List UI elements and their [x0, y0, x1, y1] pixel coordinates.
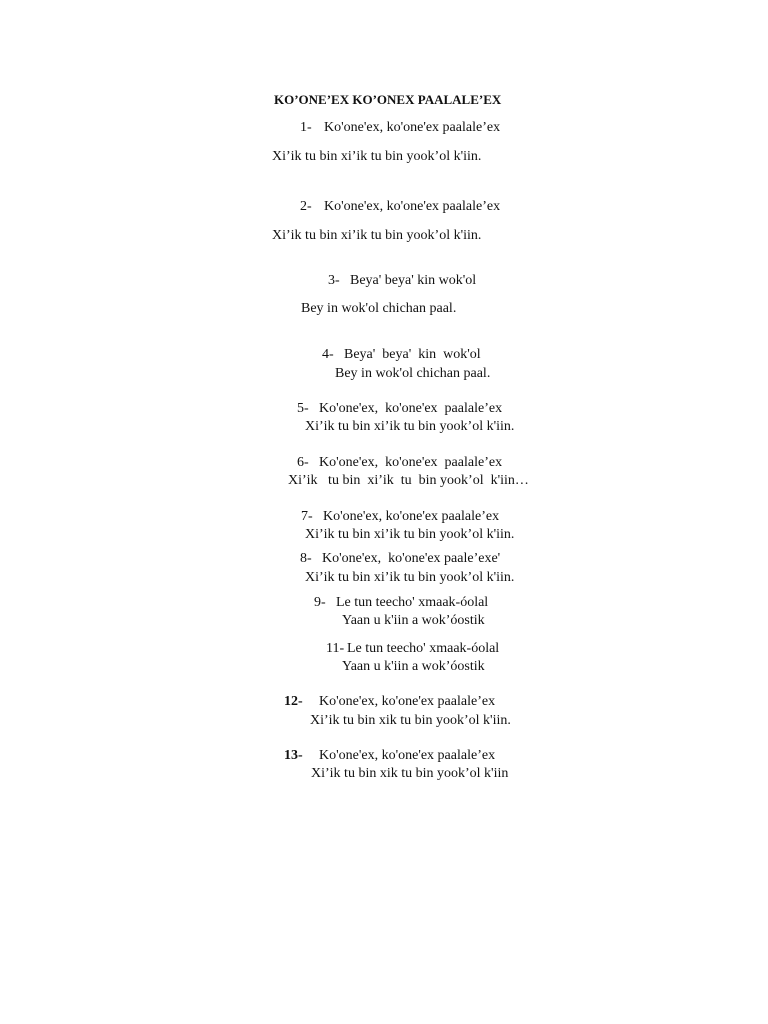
verse-text: Ko'one'ex, ko'one'ex paalale’ex [319, 694, 496, 709]
verse-2-line-2: Xi’ik tu bin xi’ik tu bin yook’ol k'iin. [272, 228, 482, 243]
verse-3-line-2: Bey in wok'ol chichan paal. [301, 301, 457, 316]
verse-text: Beya' beya' kin wok'ol [350, 273, 477, 288]
verse-number: 12- [284, 694, 303, 709]
verse-number: 4- [322, 347, 334, 362]
verse-text: Ko'one'ex, ko'one'ex paalale’ex [324, 199, 501, 214]
verse-1-line-1 [300, 120, 500, 136]
verse-number: 3- [328, 273, 340, 288]
verse-number: 8- [300, 551, 312, 566]
verse-11-line-1 [326, 641, 499, 657]
verse-8-line-1 [300, 551, 500, 567]
verse-number: 2- [300, 199, 312, 214]
verse-number: 13- [284, 748, 303, 763]
verse-number: 1- [300, 120, 312, 135]
verse-2-line-1 [300, 199, 500, 215]
verse-8-line-2: Xi’ik tu bin xi’ik tu bin yook’ol k'iin. [305, 570, 515, 585]
verse-13-line-2: Xi’ik tu bin xik tu bin yook’ol k'iin [311, 766, 509, 781]
verse-number: 9- [314, 595, 326, 610]
verse-text: Ko'one'ex, ko'one'ex paalale’ex [319, 455, 503, 470]
verse-text: Ko'one'ex, ko'one'ex paalale’ex [319, 748, 496, 763]
verse-number: 7- [301, 509, 313, 524]
verse-text: Ko'one'ex, ko'one'ex paale’exe' [322, 551, 501, 566]
verse-text: Ko'one'ex, ko'one'ex paalale’ex [323, 509, 500, 524]
song-title: KO’ONE’EX KO’ONEX PAALALE’EX [274, 92, 502, 107]
verse-5-line-2: Xi’ik tu bin xi’ik tu bin yook’ol k'iin. [305, 419, 515, 434]
verse-6-line-1 [297, 455, 502, 471]
verse-7-line-2: Xi’ik tu bin xi’ik tu bin yook’ol k'iin. [305, 527, 515, 542]
verse-12-line-2: Xi’ik tu bin xik tu bin yook’ol k'iin. [310, 713, 511, 728]
verse-4-line-2: Bey in wok'ol chichan paal. [335, 366, 491, 381]
verse-11-line-2: Yaan u k'iin a wok’óostik [342, 659, 485, 674]
verse-9-line-2: Yaan u k'iin a wok’óostik [342, 613, 485, 628]
verse-6-line-2: Xi’ik tu bin xi’ik tu bin yook’ol k'iin… [288, 473, 529, 488]
verse-3-line-1 [328, 273, 476, 289]
verse-text: Ko'one'ex, ko'one'ex paalale’ex [324, 120, 501, 135]
verse-number: 11- [326, 641, 345, 656]
verse-text: Le tun teecho' xmaak-óolal [336, 595, 489, 610]
verse-text: Beya' beya' kin wok'ol [344, 347, 481, 362]
verse-4-line-1 [322, 347, 481, 363]
verse-12-line-1 [284, 694, 495, 710]
verse-number: 6- [297, 455, 309, 470]
verse-13-line-1 [284, 748, 495, 764]
verse-number: 5- [297, 401, 309, 416]
verse-text: Le tun teecho' xmaak-óolal [347, 641, 500, 656]
verse-7-line-1 [301, 509, 499, 525]
verse-9-line-1 [314, 595, 488, 611]
verse-1-line-2: Xi’ik tu bin xi’ik tu bin yook’ol k'iin. [272, 149, 482, 164]
verse-text: Ko'one'ex, ko'one'ex paalale’ex [319, 401, 503, 416]
verse-5-line-1 [297, 401, 502, 417]
